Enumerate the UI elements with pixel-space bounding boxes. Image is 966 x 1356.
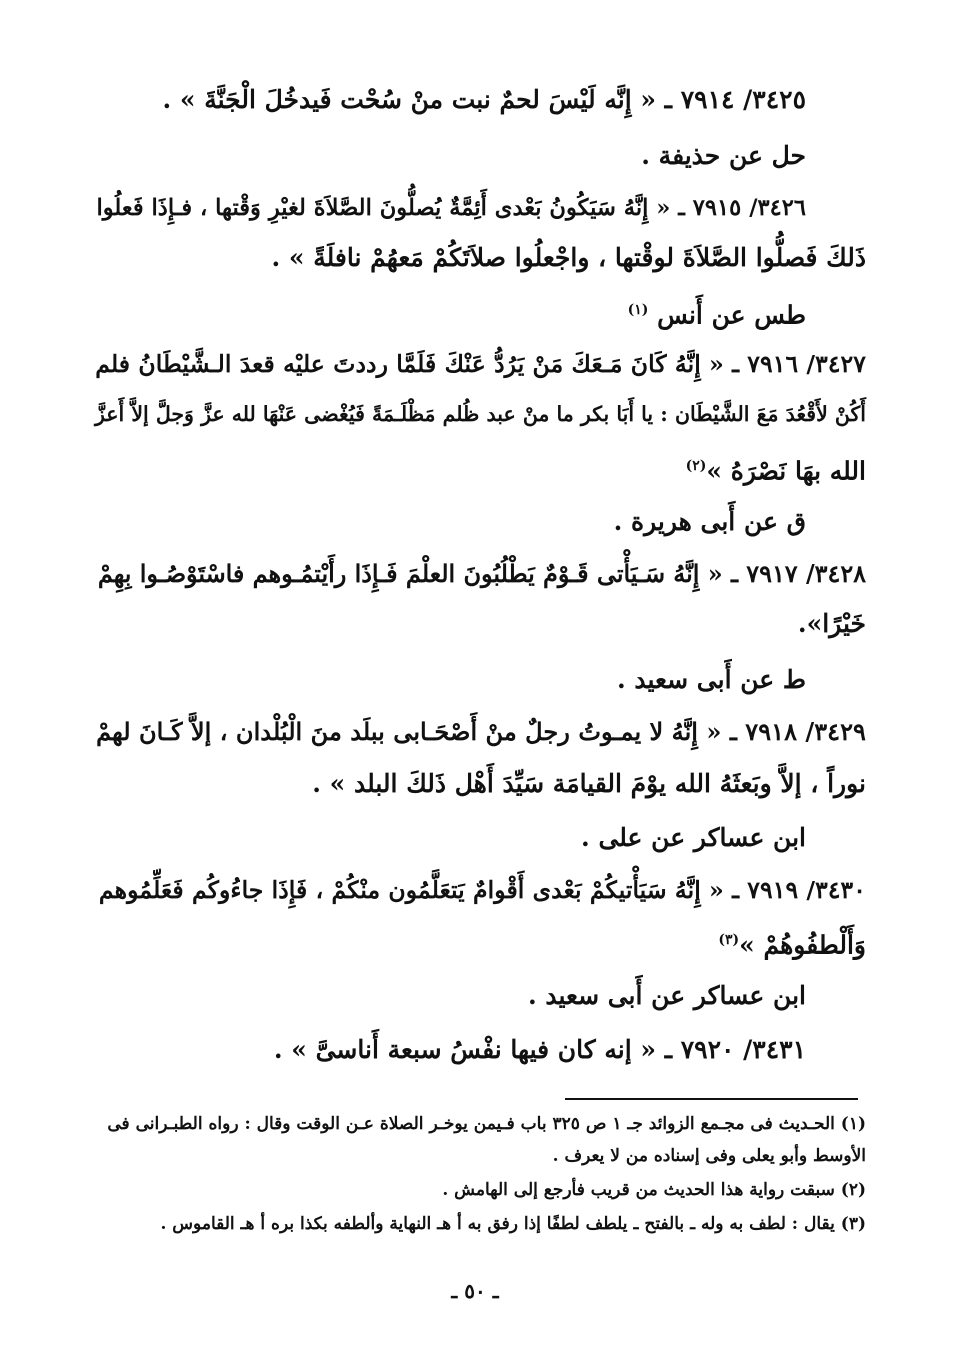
page-number: ـ ٥٠ ـ [451, 1279, 499, 1303]
hadith-3425-line-1: ٣٤٢٥/ ٧٩١٤ ـ « إِنَّه لَيْسَ لحمٌ نبت منْ سُحْت فَيدخُلَ الْجَنَّةَ » . [162, 85, 806, 114]
footnote-1-line-2: الأوسط وأبو يعلى وفى إسناده من لا يعرف . [552, 1146, 866, 1166]
footnote-ref-2: (٢) [685, 458, 707, 474]
hadith-3431-line-1: ٣٤٣١/ ٧٩٢٠ ـ « إنه كان فيها نفْسُ سبعة أَناسىَّ » . [273, 1035, 806, 1064]
hadith-3428-source: ط عن أَبى سعيد . [616, 665, 806, 694]
footnote-ref-3: (٣) [718, 932, 740, 948]
hadith-3429-source: ابن عساكر عن على . [581, 823, 806, 852]
hadith-3428-line-1: ٣٤٢٨/ ٧٩١٧ ـ « إِنَّهُ سَـيَأْتى قَـوْمٌ يَطْلُبُونَ العلْمَ فَـإِذَا رأَيْتمُـوهم فاسْتَوْصُـوا بِهِمْ [97, 560, 866, 588]
hadith-3429-line-2: نوراً ، إلاَّ وبَعثَهُ الله يوْمَ القيامَة سَيِّدَ أَهْل ذَلكَ البلد » . [312, 769, 866, 798]
hadith-3426-source [628, 290, 806, 335]
hadith-3428-line-2: خَيْرًا». [797, 609, 866, 638]
hadith-text: الله بهَا نَصْرَهُ » [706, 456, 866, 486]
footnote-3: (٣) يقال : لطف به وله ـ بالفتح ـ يلطف لطفًا إذا رفق به أ هـ النهاية وألطفه بكذا بره أ هـ القاموس . [160, 1214, 866, 1234]
hadith-3425-source: حل عن حذيفة . [641, 141, 806, 170]
hadith-text: وَأَلْطفُوهُمْ » [739, 930, 866, 960]
hadith-3427-line-2: أَكُنْ لأَقْعُدَ مَعَ الشَّيْطَان : يا أَبَا بكر ما منْ عبد ظُلم مَظْلَـمَةً فَيُغْضى عَنْهَا لله عزَّ وَجلَّ إلاَّ أَعزَّ [94, 402, 866, 426]
hadith-3427-source: ق عن أَبى هريرة . [613, 507, 806, 536]
footnote-ref-1: (١) [627, 302, 649, 318]
hadith-3430-source: ابن عساكر عن أَبى سعيد . [527, 981, 806, 1010]
hadith-3427-line-1: ٣٤٢٧/ ٧٩١٦ ـ « إِنَّهُ كَانَ مَـعَكَ مَنْ يَرُدُّ عَنْكَ فَلَمَّا رددتَ عليْه قعدَ الـشَّيْطَانُ فلم [95, 350, 866, 378]
footnote-2: (٢) سبقت رواية هذا الحديث من قريب فأرجع إلى الهامش . [442, 1180, 866, 1200]
hadith-3429-line-1: ٣٤٢٩/ ٧٩١٨ ـ « إِنَّهُ لا يمـوتُ رجلٌ منْ أَصْحَـابى ببلَد منَ الْبُلْدان ، إلاَّ كَـانَ لهمْ [96, 717, 866, 746]
footnote-separator [565, 1098, 858, 1100]
hadith-3430-line-2 [718, 920, 866, 965]
footnote-1-line-1: (١) الحـديث فى مجـمع الزوائد جـ ١ ص ٣٢٥ باب فـيمن يوخـر الصلاة عـن الوقت وقال : رواه الطبـرانى فى [107, 1114, 866, 1134]
hadith-3430-line-1: ٣٤٣٠/ ٧٩١٩ ـ « إِنَّهُ سَيَأْتيكُمْ بَعْدى أَقْوامٌ يَتعَلَّمُون منْكُمْ ، فَإِذَا جاءُوكُم فَعَلِّمُوهم [98, 876, 866, 904]
hadith-3427-line-3 [686, 446, 866, 491]
source-text: طس عن أَنس [657, 300, 806, 330]
hadith-3426-line-2: ذَلكَ فَصلُّوا الصَّلاَةَ لوقْتها ، واجْعلُوا صلاَتَكُمْ مَعهُمْ نافلَةً » . [271, 243, 866, 272]
hadith-3426-line-1: ٣٤٢٦/ ٧٩١٥ ـ « إِنَّهُ سَيَكُونُ بَعْدى أَئِمَّةٌ يُصلُّونَ الصَّلاَةَ لغيْرِ وَقْتها ، فـإِذَا فَعلُوا [96, 195, 806, 221]
